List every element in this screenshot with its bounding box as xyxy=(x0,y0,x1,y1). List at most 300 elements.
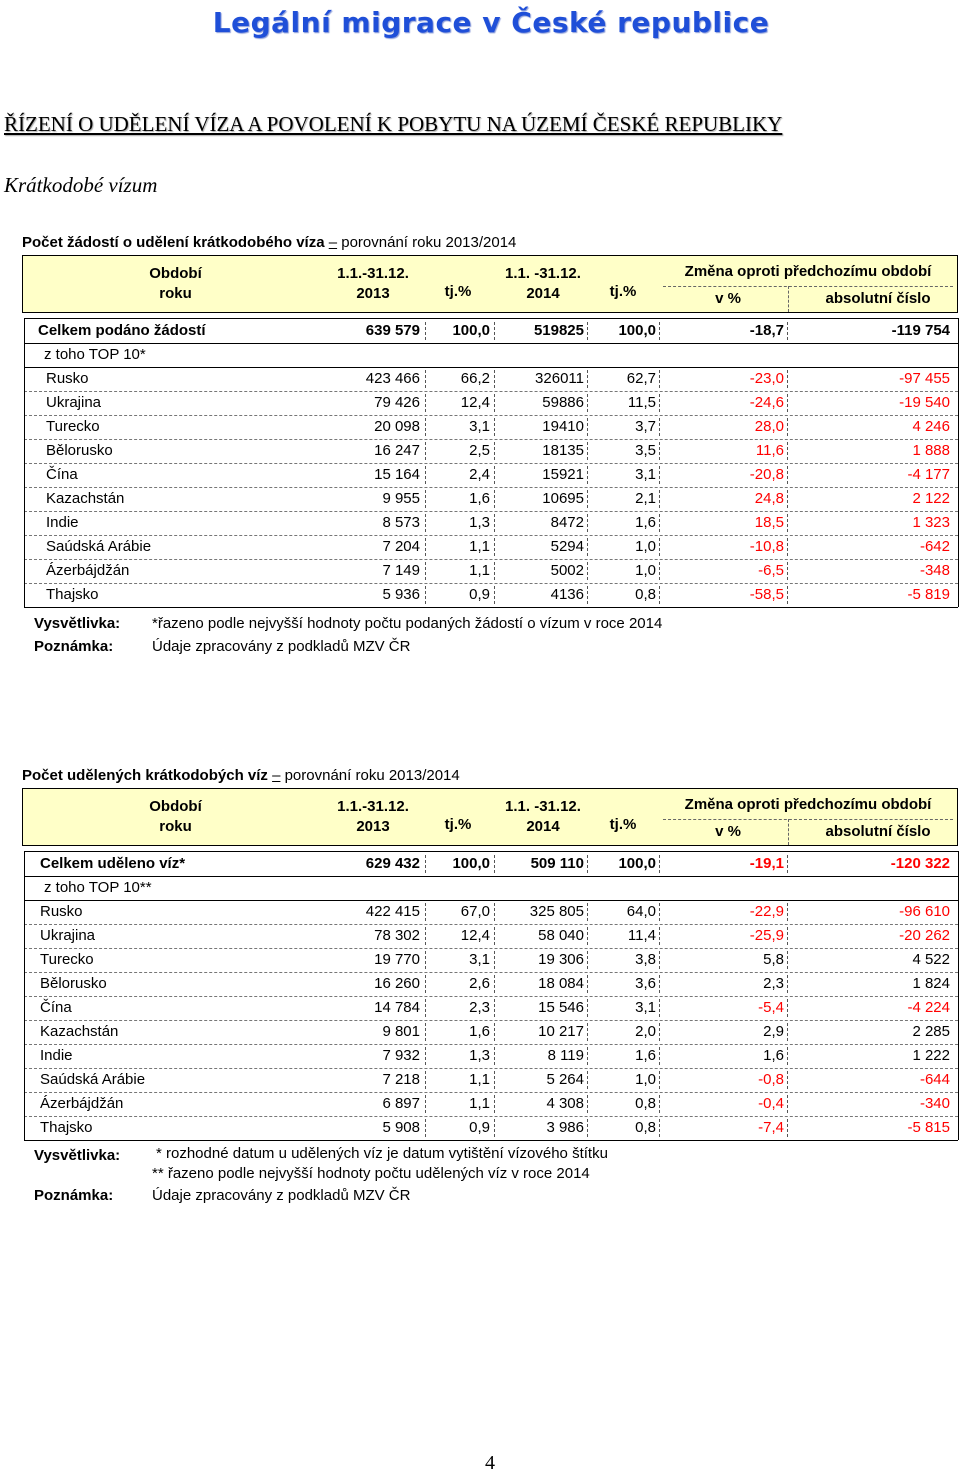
total-row-cell: 100,0 xyxy=(618,322,656,339)
country-row-cell: 8 573 xyxy=(382,514,420,531)
country-row-cell: 59886 xyxy=(542,394,584,411)
note-label: Vysvětlivka: xyxy=(34,1147,121,1164)
year2014-header: 1.1. -31.12. 2014 xyxy=(505,798,581,835)
country-row-cell: 66,2 xyxy=(460,370,490,387)
column-divider xyxy=(787,975,788,993)
country-row-cell: 15 546 xyxy=(538,999,584,1016)
change-header: Změna oproti předchozímu období xyxy=(684,263,932,280)
country-row-cell: 1,3 xyxy=(469,1047,490,1064)
column-divider xyxy=(787,562,788,580)
country-row-cell: 1,6 xyxy=(635,514,656,531)
column-divider xyxy=(787,1071,788,1089)
country-row-cell: 2,4 xyxy=(469,466,490,483)
country-row-cell: 1,3 xyxy=(469,514,490,531)
column-divider xyxy=(587,370,588,388)
column-divider xyxy=(787,418,788,436)
column-divider xyxy=(425,999,426,1017)
country-row-cell: 4 522 xyxy=(912,951,950,968)
country-row-cell: -348 xyxy=(919,562,950,579)
pct2013-header: tj.% xyxy=(444,283,472,300)
country-row-cell: 9 801 xyxy=(382,1023,420,1040)
column-divider xyxy=(587,418,588,436)
top10-subheading: z toho TOP 10** xyxy=(44,879,152,896)
country-row-cell: 16 260 xyxy=(374,975,420,992)
total-row-cell: 100,0 xyxy=(452,855,490,872)
country-row-cell: Saúdská Arábie xyxy=(46,538,152,555)
change-pct-header: v % xyxy=(715,823,741,840)
column-divider xyxy=(659,1119,660,1137)
country-row-cell: -5 815 xyxy=(907,1119,950,1136)
country-row-cell: 3,1 xyxy=(635,999,656,1016)
country-row-cell: 5 264 xyxy=(546,1071,584,1088)
country-row-cell: Saúdská Arábie xyxy=(40,1071,146,1088)
country-row-cell: -4 224 xyxy=(907,999,950,1016)
column-divider xyxy=(494,1071,495,1089)
country-row-cell: 1,0 xyxy=(635,1071,656,1088)
country-row-cell: 1,6 xyxy=(469,490,490,507)
country-row-cell: Čína xyxy=(46,466,78,483)
country-row-cell: 0,8 xyxy=(635,1095,656,1112)
column-divider xyxy=(425,394,426,412)
country-row-cell: 1,1 xyxy=(469,538,490,555)
country-row-cell: 3,1 xyxy=(635,466,656,483)
country-row-cell: Ukrajina xyxy=(40,927,96,944)
country-row-cell: 423 466 xyxy=(365,370,420,387)
country-row-cell: 4 308 xyxy=(546,1095,584,1112)
country-row-cell: 3,6 xyxy=(635,975,656,992)
column-divider xyxy=(494,538,495,556)
country-row-cell: 3,1 xyxy=(469,951,490,968)
country-row-cell: -0,4 xyxy=(758,1095,784,1112)
column-divider xyxy=(494,322,495,340)
country-row-cell: 14 784 xyxy=(374,999,420,1016)
column-divider xyxy=(494,1119,495,1137)
country-row-cell: 1,1 xyxy=(469,1071,490,1088)
note-text: ** řazeno podle nejvyšší hodnoty počtu udělených víz v roce 2014 xyxy=(152,1165,590,1182)
column-divider xyxy=(587,855,588,873)
column-divider xyxy=(659,442,660,460)
column-divider xyxy=(587,1047,588,1065)
country-row-cell: Thajsko xyxy=(40,1119,93,1136)
column-divider xyxy=(425,1023,426,1041)
pct2014-header: tj.% xyxy=(609,816,637,833)
country-row-cell: 64,0 xyxy=(626,903,656,920)
country-row-cell: 2,1 xyxy=(635,490,656,507)
country-row-cell: -340 xyxy=(919,1095,950,1112)
column-divider xyxy=(659,975,660,993)
column-divider xyxy=(787,1047,788,1065)
country-row-cell: Rusko xyxy=(40,903,83,920)
row-divider xyxy=(24,1140,958,1141)
column-divider xyxy=(659,538,660,556)
column-divider xyxy=(587,514,588,532)
column-divider xyxy=(425,975,426,993)
country-row-cell: -23,0 xyxy=(749,370,784,387)
country-row-cell: 4136 xyxy=(550,586,584,603)
country-row-cell: 15921 xyxy=(542,466,584,483)
country-row-cell: Ázerbájdžán xyxy=(40,1095,124,1112)
country-row-cell: 2,0 xyxy=(635,1023,656,1040)
column-divider xyxy=(587,975,588,993)
country-row-cell: Indie xyxy=(46,514,79,531)
column-divider xyxy=(659,927,660,945)
country-row-cell: 9 955 xyxy=(382,490,420,507)
country-row-cell: -5,4 xyxy=(758,999,784,1016)
column-divider xyxy=(787,855,788,873)
country-row-cell: -5 819 xyxy=(907,586,950,603)
column-divider xyxy=(494,490,495,508)
country-row-cell: 67,0 xyxy=(460,903,490,920)
remark-text: Údaje zpracovány z podkladů MZV ČR xyxy=(152,1187,411,1204)
total-row-cell: 639 579 xyxy=(365,322,420,339)
column-divider xyxy=(425,1119,426,1137)
column-divider xyxy=(659,322,660,340)
column-divider xyxy=(787,370,788,388)
country-row-cell: 326011 xyxy=(535,370,584,387)
country-row-cell: 8 119 xyxy=(547,1047,584,1064)
country-row-cell: 79 426 xyxy=(374,394,420,411)
table1-header xyxy=(22,255,958,313)
country-row-cell: 3,1 xyxy=(469,418,490,435)
column-divider xyxy=(587,466,588,484)
column-divider xyxy=(787,538,788,556)
column-divider xyxy=(425,418,426,436)
country-row-cell: Čína xyxy=(40,999,72,1016)
table-border xyxy=(958,851,959,1140)
country-row-cell: 8472 xyxy=(550,514,584,531)
country-row-cell: 3,5 xyxy=(635,442,656,459)
country-row-cell: -644 xyxy=(919,1071,950,1088)
country-row-cell: Bělorusko xyxy=(46,442,113,459)
section-heading: ŘÍZENÍ O UDĚLENÍ VÍZA A POVOLENÍ K POBYTU NA ÚZEMÍ ČESKÉ REPUBLIKY xyxy=(4,112,783,136)
country-row-cell: 15 164 xyxy=(374,466,420,483)
column-divider xyxy=(659,1095,660,1113)
country-row-cell: -20,8 xyxy=(749,466,784,483)
column-divider xyxy=(494,586,495,604)
country-row-cell: 5 936 xyxy=(382,586,420,603)
column-divider xyxy=(425,586,426,604)
country-row-cell: 18,5 xyxy=(754,514,784,531)
country-row-cell: 1 222 xyxy=(912,1047,950,1064)
column-divider xyxy=(494,1023,495,1041)
country-row-cell: -7,4 xyxy=(758,1119,784,1136)
table-border xyxy=(958,318,959,607)
column-divider xyxy=(587,562,588,580)
country-row-cell: 2 122 xyxy=(912,490,950,507)
column-divider xyxy=(425,322,426,340)
note-text: * rozhodné datum u udělených víz je datum vytištění vízového štítku xyxy=(156,1145,608,1162)
change-pct-header: v % xyxy=(715,290,741,307)
country-row-cell: 28,0 xyxy=(754,418,784,435)
country-row-cell: 58 040 xyxy=(538,927,584,944)
column-divider xyxy=(659,999,660,1017)
country-row-cell: 2,9 xyxy=(763,1023,784,1040)
country-row-cell: 2,3 xyxy=(763,975,784,992)
country-row-cell: 7 149 xyxy=(382,562,420,579)
country-row-cell: 6 897 xyxy=(382,1095,420,1112)
column-divider xyxy=(659,1023,660,1041)
column-divider xyxy=(587,586,588,604)
period-header: Období roku xyxy=(149,265,202,302)
total-row-cell: 519825 xyxy=(533,322,584,339)
column-divider xyxy=(494,951,495,969)
column-divider xyxy=(659,1047,660,1065)
column-divider xyxy=(587,1071,588,1089)
total-row-cell: Celkem uděleno víz* xyxy=(40,855,186,872)
country-row-cell: -19 540 xyxy=(899,394,950,411)
country-row-cell: 3 986 xyxy=(546,1119,584,1136)
column-divider xyxy=(587,442,588,460)
column-divider xyxy=(494,927,495,945)
country-row-cell: 4 246 xyxy=(912,418,950,435)
country-row-cell: 3,8 xyxy=(635,951,656,968)
column-divider xyxy=(659,562,660,580)
row-divider xyxy=(24,876,958,877)
note-text: *řazeno podle nejvyšší hodnoty počtu podaných žádostí o vízum v roce 2014 xyxy=(152,615,663,632)
total-row-cell: -120 322 xyxy=(890,855,950,872)
column-divider xyxy=(587,490,588,508)
country-row-cell: 0,9 xyxy=(469,586,490,603)
column-divider xyxy=(659,490,660,508)
column-divider xyxy=(425,951,426,969)
country-row-cell: 1,1 xyxy=(469,562,490,579)
country-row-cell: 18 084 xyxy=(538,975,584,992)
country-row-cell: 7 218 xyxy=(382,1071,420,1088)
country-row-cell: 2,6 xyxy=(469,975,490,992)
country-row-cell: -24,6 xyxy=(749,394,784,411)
country-row-cell: -10,8 xyxy=(749,538,784,555)
country-row-cell: 20 098 xyxy=(374,418,420,435)
column-divider xyxy=(494,514,495,532)
column-divider xyxy=(587,951,588,969)
column-divider xyxy=(425,903,426,921)
pct2014-header: tj.% xyxy=(609,283,637,300)
column-divider xyxy=(425,1095,426,1113)
country-row-cell: 422 415 xyxy=(365,903,420,920)
column-divider xyxy=(425,466,426,484)
country-row-cell: 10695 xyxy=(542,490,584,507)
country-row-cell: 2,3 xyxy=(469,999,490,1016)
column-divider xyxy=(587,1119,588,1137)
country-row-cell: 325 805 xyxy=(529,903,584,920)
column-divider xyxy=(494,999,495,1017)
column-divider xyxy=(787,927,788,945)
country-row-cell: Thajsko xyxy=(46,586,99,603)
column-divider xyxy=(787,1119,788,1137)
column-divider xyxy=(659,418,660,436)
country-row-cell: 19410 xyxy=(542,418,584,435)
country-row-cell: 11,6 xyxy=(755,442,784,459)
column-divider xyxy=(787,394,788,412)
country-row-cell: 12,4 xyxy=(460,927,490,944)
country-row-cell: -4 177 xyxy=(907,466,950,483)
column-divider xyxy=(425,562,426,580)
column-divider xyxy=(787,514,788,532)
column-divider xyxy=(494,442,495,460)
country-row-cell: Kazachstán xyxy=(40,1023,119,1040)
country-row-cell: 1,6 xyxy=(635,1047,656,1064)
country-row-cell: 11,5 xyxy=(627,394,656,411)
column-divider xyxy=(787,586,788,604)
column-divider xyxy=(587,1095,588,1113)
column-divider xyxy=(425,370,426,388)
page-title: Legální migrace v České republice xyxy=(212,6,770,39)
column-divider xyxy=(659,586,660,604)
period-header: Období roku xyxy=(149,798,202,835)
column-divider xyxy=(787,999,788,1017)
country-row-cell: 0,9 xyxy=(469,1119,490,1136)
column-divider xyxy=(587,1023,588,1041)
country-row-cell: 0,8 xyxy=(635,1119,656,1136)
country-row-cell: 1 824 xyxy=(912,975,950,992)
country-row-cell: Turecko xyxy=(46,418,100,435)
country-row-cell: -58,5 xyxy=(749,586,784,603)
total-row-cell: Celkem podáno žádostí xyxy=(38,322,206,339)
country-row-cell: 1 888 xyxy=(912,442,950,459)
column-divider xyxy=(494,855,495,873)
column-divider xyxy=(494,562,495,580)
column-divider xyxy=(659,370,660,388)
column-divider xyxy=(425,514,426,532)
country-row-cell: 12,4 xyxy=(460,394,490,411)
country-row-cell: 78 302 xyxy=(374,927,420,944)
country-row-cell: 5 908 xyxy=(382,1119,420,1136)
country-row-cell: -6,5 xyxy=(758,562,784,579)
column-divider xyxy=(494,394,495,412)
column-divider xyxy=(659,394,660,412)
country-row-cell: 10 217 xyxy=(538,1023,584,1040)
country-row-cell: -97 455 xyxy=(899,370,950,387)
column-divider xyxy=(494,1047,495,1065)
remark-text: Údaje zpracovány z podkladů MZV ČR xyxy=(152,638,411,655)
remark-label: Poznámka: xyxy=(34,638,114,655)
total-row-cell: 100,0 xyxy=(452,322,490,339)
table1-title: Počet žádostí o udělení krátkodobého víza – porovnání roku 2013/2014 xyxy=(22,234,517,251)
row-divider xyxy=(24,607,958,608)
column-divider xyxy=(659,1071,660,1089)
country-row-cell: Turecko xyxy=(40,951,94,968)
country-row-cell: -0,8 xyxy=(758,1071,784,1088)
country-row-cell: Bělorusko xyxy=(40,975,107,992)
column-divider xyxy=(787,442,788,460)
column-divider xyxy=(425,927,426,945)
sub-heading: Krátkodobé vízum xyxy=(4,173,158,197)
country-row-cell: -96 610 xyxy=(899,903,950,920)
column-divider xyxy=(494,903,495,921)
country-row-cell: 2,5 xyxy=(469,442,490,459)
table2-header xyxy=(22,788,958,846)
total-row-cell: -18,7 xyxy=(749,322,784,339)
column-divider xyxy=(587,903,588,921)
column-divider xyxy=(425,1071,426,1089)
column-divider xyxy=(425,442,426,460)
column-divider xyxy=(659,466,660,484)
change-abs-header: absolutní číslo xyxy=(825,823,931,840)
column-divider xyxy=(787,490,788,508)
column-divider xyxy=(787,466,788,484)
country-row-cell: -25,9 xyxy=(749,927,784,944)
country-row-cell: 62,7 xyxy=(626,370,656,387)
country-row-cell: Rusko xyxy=(46,370,89,387)
country-row-cell: 7 932 xyxy=(382,1047,420,1064)
country-row-cell: 1,6 xyxy=(469,1023,490,1040)
country-row-cell: -642 xyxy=(919,538,950,555)
table-border xyxy=(24,851,25,1140)
table-border xyxy=(24,318,25,607)
country-row-cell: 2 285 xyxy=(912,1023,950,1040)
page-number: 4 xyxy=(485,1452,495,1474)
country-row-cell: 5002 xyxy=(550,562,584,579)
country-row-cell: -20 262 xyxy=(899,927,950,944)
column-divider xyxy=(787,1023,788,1041)
country-row-cell: Ukrajina xyxy=(46,394,102,411)
total-row-cell: 509 110 xyxy=(530,855,584,872)
country-row-cell: Indie xyxy=(40,1047,73,1064)
column-divider xyxy=(659,514,660,532)
column-divider xyxy=(587,322,588,340)
column-divider xyxy=(425,855,426,873)
total-row-cell: -19,1 xyxy=(749,855,784,872)
column-divider xyxy=(587,394,588,412)
country-row-cell: 18135 xyxy=(542,442,584,459)
change-abs-header: absolutní číslo xyxy=(825,290,931,307)
country-row-cell: 19 306 xyxy=(538,951,584,968)
column-divider xyxy=(494,1095,495,1113)
column-divider xyxy=(425,1047,426,1065)
column-divider xyxy=(787,903,788,921)
country-row-cell: 11,4 xyxy=(627,927,656,944)
remark-label: Poznámka: xyxy=(34,1187,114,1204)
column-divider xyxy=(587,538,588,556)
column-divider xyxy=(659,951,660,969)
country-row-cell: 1,0 xyxy=(635,562,656,579)
country-row-cell: 3,7 xyxy=(635,418,656,435)
total-row-cell: 629 432 xyxy=(365,855,420,872)
pct2013-header: tj.% xyxy=(444,816,472,833)
country-row-cell: 0,8 xyxy=(635,586,656,603)
country-row-cell: 1,0 xyxy=(635,538,656,555)
year2013-header: 1.1.-31.12. 2013 xyxy=(337,265,409,302)
country-row-cell: 5,8 xyxy=(763,951,784,968)
table2-title: Počet udělených krátkodobých víz – porovnání roku 2013/2014 xyxy=(22,767,460,784)
note-label: Vysvětlivka: xyxy=(34,615,121,632)
total-row-cell: -119 754 xyxy=(891,322,950,339)
country-row-cell: -22,9 xyxy=(749,903,784,920)
country-row-cell: 19 770 xyxy=(374,951,420,968)
country-row-cell: 1,6 xyxy=(763,1047,784,1064)
column-divider xyxy=(425,490,426,508)
column-divider xyxy=(659,855,660,873)
country-row-cell: Ázerbájdžán xyxy=(46,562,130,579)
year2013-header: 1.1.-31.12. 2013 xyxy=(337,798,409,835)
column-divider xyxy=(787,951,788,969)
total-row-cell: 100,0 xyxy=(618,855,656,872)
country-row-cell: 1 323 xyxy=(912,514,950,531)
change-header: Změna oproti předchozímu období xyxy=(684,796,932,813)
country-row-cell: 1,1 xyxy=(469,1095,490,1112)
country-row-cell: 5294 xyxy=(550,538,584,555)
country-row-cell: Kazachstán xyxy=(46,490,125,507)
column-divider xyxy=(587,927,588,945)
column-divider xyxy=(659,903,660,921)
column-divider xyxy=(494,466,495,484)
column-divider xyxy=(494,975,495,993)
row-divider xyxy=(24,343,958,344)
top10-subheading: z toho TOP 10* xyxy=(44,346,146,363)
year2014-header: 1.1. -31.12. 2014 xyxy=(505,265,581,302)
column-divider xyxy=(787,1095,788,1113)
country-row-cell: 24,8 xyxy=(754,490,784,507)
